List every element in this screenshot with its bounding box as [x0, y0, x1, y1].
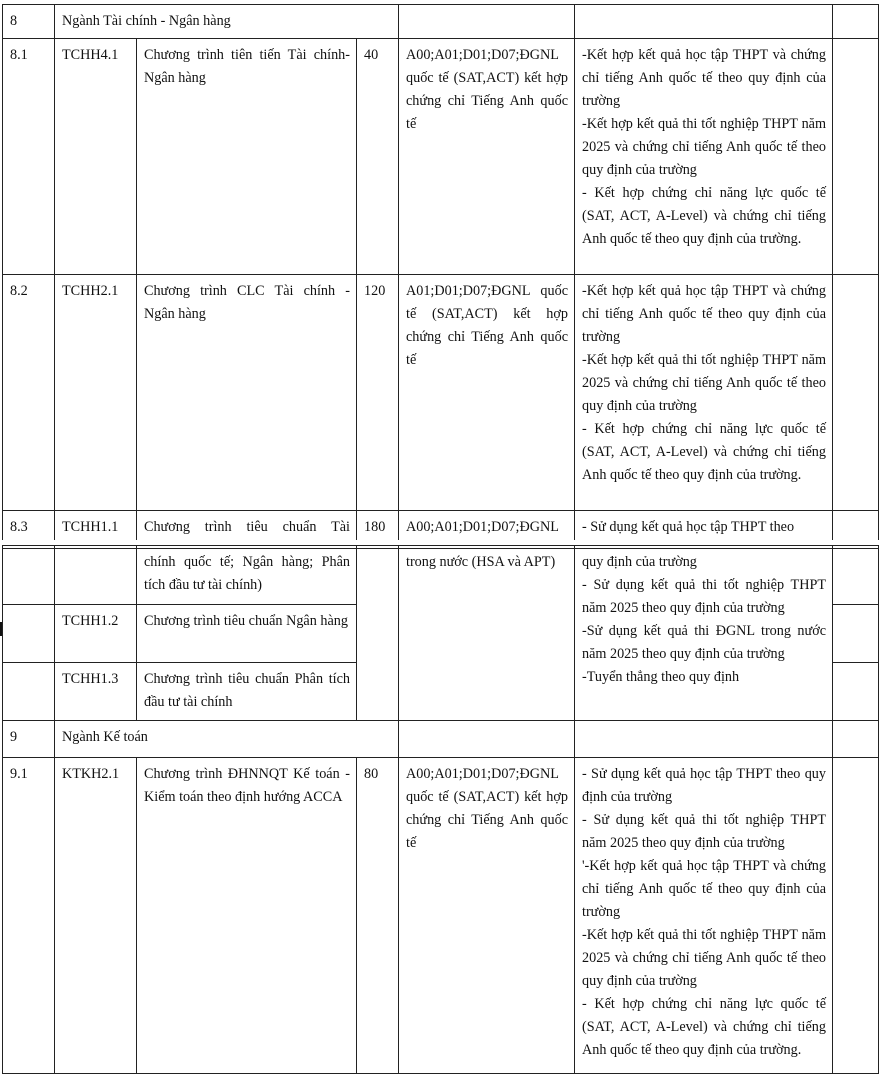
- combos-cell: A00;A01;D01;D07;ĐGNL quốc tế (SAT,ACT) kết hợp chứng chỉ Tiếng Anh quốc tế: [399, 39, 575, 275]
- method-line: - Kết hợp chứng chỉ năng lực quốc tế (SAT, ACT, A-Level) và chứng chỉ tiếng Anh quốc tế theo quy định của trường.: [582, 996, 826, 1058]
- method-line: - Sử dụng kết quả thi tốt nghiệp THPT năm 2025 theo quy định của trường: [582, 577, 826, 616]
- empty-cell: [833, 605, 879, 663]
- method-line: '-Kết hợp kết quả học tập THPT và chứng chỉ tiếng Anh quốc tế theo quy định của trường: [582, 858, 826, 920]
- empty-cell: [575, 5, 833, 39]
- methods-cell: [575, 758, 833, 1074]
- method-line: -Sử dụng kết quả thi ĐGNL trong nước năm 2025 theo quy định của trường: [582, 623, 826, 662]
- code-cell: KTKH2.1: [55, 758, 137, 1074]
- table-row-major-9: [3, 721, 879, 758]
- admissions-table-part-2: [2, 545, 879, 1074]
- method-line: -Kết hợp kết quả thi tốt nghiệp THPT năm 2025 và chứng chỉ tiếng Anh quốc tế theo quy định của trường: [582, 116, 826, 178]
- methods-cell: - Sử dụng kết quả học tập THPT theo: [575, 511, 833, 549]
- stt-cell: 8.1: [3, 39, 55, 275]
- method-line: -Kết hợp kết quả thi tốt nghiệp THPT năm 2025 và chứng chỉ tiếng Anh quốc tế theo quy định của trường: [582, 927, 826, 989]
- combos-cell: A00;A01;D01;D07;ĐGNL quốc tế (SAT,ACT) kết hợp chứng chỉ Tiếng Anh quốc tế: [399, 758, 575, 1074]
- empty-cell: [3, 605, 55, 663]
- stt-cell: 9: [3, 721, 55, 758]
- empty-cell: [55, 546, 137, 605]
- method-line: -Tuyển thẳng theo quy định: [582, 669, 740, 685]
- code-cell: TCHH4.1: [55, 39, 137, 275]
- empty-cell: [3, 546, 55, 605]
- empty-cell: [833, 758, 879, 1074]
- quota-cell: 180: [357, 511, 399, 549]
- empty-cell: [833, 546, 879, 605]
- methods-cell: [575, 275, 833, 511]
- quota-cell: 120: [357, 275, 399, 511]
- table-row-major-8: [3, 5, 879, 39]
- code-cell: TCHH1.1: [55, 511, 137, 549]
- combos-cell: A01;D01;D07;ĐGNL quốc tế (SAT,ACT) kết hợp chứng chỉ Tiếng Anh quốc tế: [399, 275, 575, 511]
- major-name-cell: Ngành Tài chính - Ngân hàng: [55, 5, 399, 39]
- combos-cell: trong nước (HSA và APT): [399, 546, 575, 721]
- empty-cell: [833, 721, 879, 758]
- program-cell: Chương trình tiêu chuẩn Tài: [137, 511, 357, 549]
- major-name-cell: Ngành Kế toán: [55, 721, 399, 758]
- empty-cell: [3, 663, 55, 721]
- empty-cell: [399, 721, 575, 758]
- code-cell: TCHH2.1: [55, 275, 137, 511]
- table-row-8-2: [3, 275, 879, 511]
- program-cell: chính quốc tế; Ngân hàng; Phân tích đầu tư tài chính): [137, 546, 357, 605]
- method-line: quy định của trường: [582, 554, 697, 570]
- empty-cell: [833, 275, 879, 511]
- empty-cell: [833, 663, 879, 721]
- program-cell: Chương trình ĐHNNQT Kế toán - Kiểm toán theo định hướng ACCA: [137, 758, 357, 1074]
- table-row-8-1: [3, 39, 879, 275]
- empty-cell: [399, 5, 575, 39]
- admissions-table-part-1: [2, 4, 879, 549]
- code-cell: TCHH1.3: [55, 663, 137, 721]
- stt-cell: 9.1: [3, 758, 55, 1074]
- program-cell: Chương trình CLC Tài chính - Ngân hàng: [137, 275, 357, 511]
- quota-cell: 40: [357, 39, 399, 275]
- stt-cell: 8.3: [3, 511, 55, 549]
- method-line: - Kết hợp chứng chỉ năng lực quốc tế (SAT, ACT, A-Level) và chứng chỉ tiếng Anh quốc tế theo quy định của trường.: [582, 185, 826, 247]
- table-row-8-3-bottom: [3, 546, 879, 605]
- program-cell: Chương trình tiêu chuẩn Phân tích đầu tư tài chính: [137, 663, 357, 721]
- method-line: -Kết hợp kết quả thi tốt nghiệp THPT năm 2025 và chứng chỉ tiếng Anh quốc tế theo quy định của trường: [582, 352, 826, 414]
- method-line: - Kết hợp chứng chỉ năng lực quốc tế (SAT, ACT, A-Level) và chứng chỉ tiếng Anh quốc tế theo quy định của trường.: [582, 421, 826, 483]
- table-row-9-1: [3, 758, 879, 1074]
- method-line: -Kết hợp kết quả học tập THPT và chứng chỉ tiếng Anh quốc tế theo quy định của trường: [582, 47, 826, 109]
- empty-cell: [575, 721, 833, 758]
- code-cell: TCHH1.2: [55, 605, 137, 663]
- method-line: - Sử dụng kết quả học tập THPT theo quy định của trường: [582, 766, 826, 805]
- program-cell: Chương trình tiêu chuẩn Ngân hàng: [137, 605, 357, 663]
- combos-cell: A00;A01;D01;D07;ĐGNL: [399, 511, 575, 549]
- quota-cell: 80: [357, 758, 399, 1074]
- empty-cell: [833, 5, 879, 39]
- empty-cell: [833, 39, 879, 275]
- stt-cell: 8: [3, 5, 55, 39]
- methods-cell: [575, 546, 833, 721]
- quota-cell: [357, 546, 399, 721]
- methods-cell: [575, 39, 833, 275]
- program-cell: Chương trình tiên tiến Tài chính-Ngân hàng: [137, 39, 357, 275]
- method-line: -Kết hợp kết quả học tập THPT và chứng chỉ tiếng Anh quốc tế theo quy định của trường: [582, 283, 826, 345]
- stt-cell: 8.2: [3, 275, 55, 511]
- method-line: - Sử dụng kết quả thi tốt nghiệp THPT năm 2025 theo quy định của trường: [582, 812, 826, 851]
